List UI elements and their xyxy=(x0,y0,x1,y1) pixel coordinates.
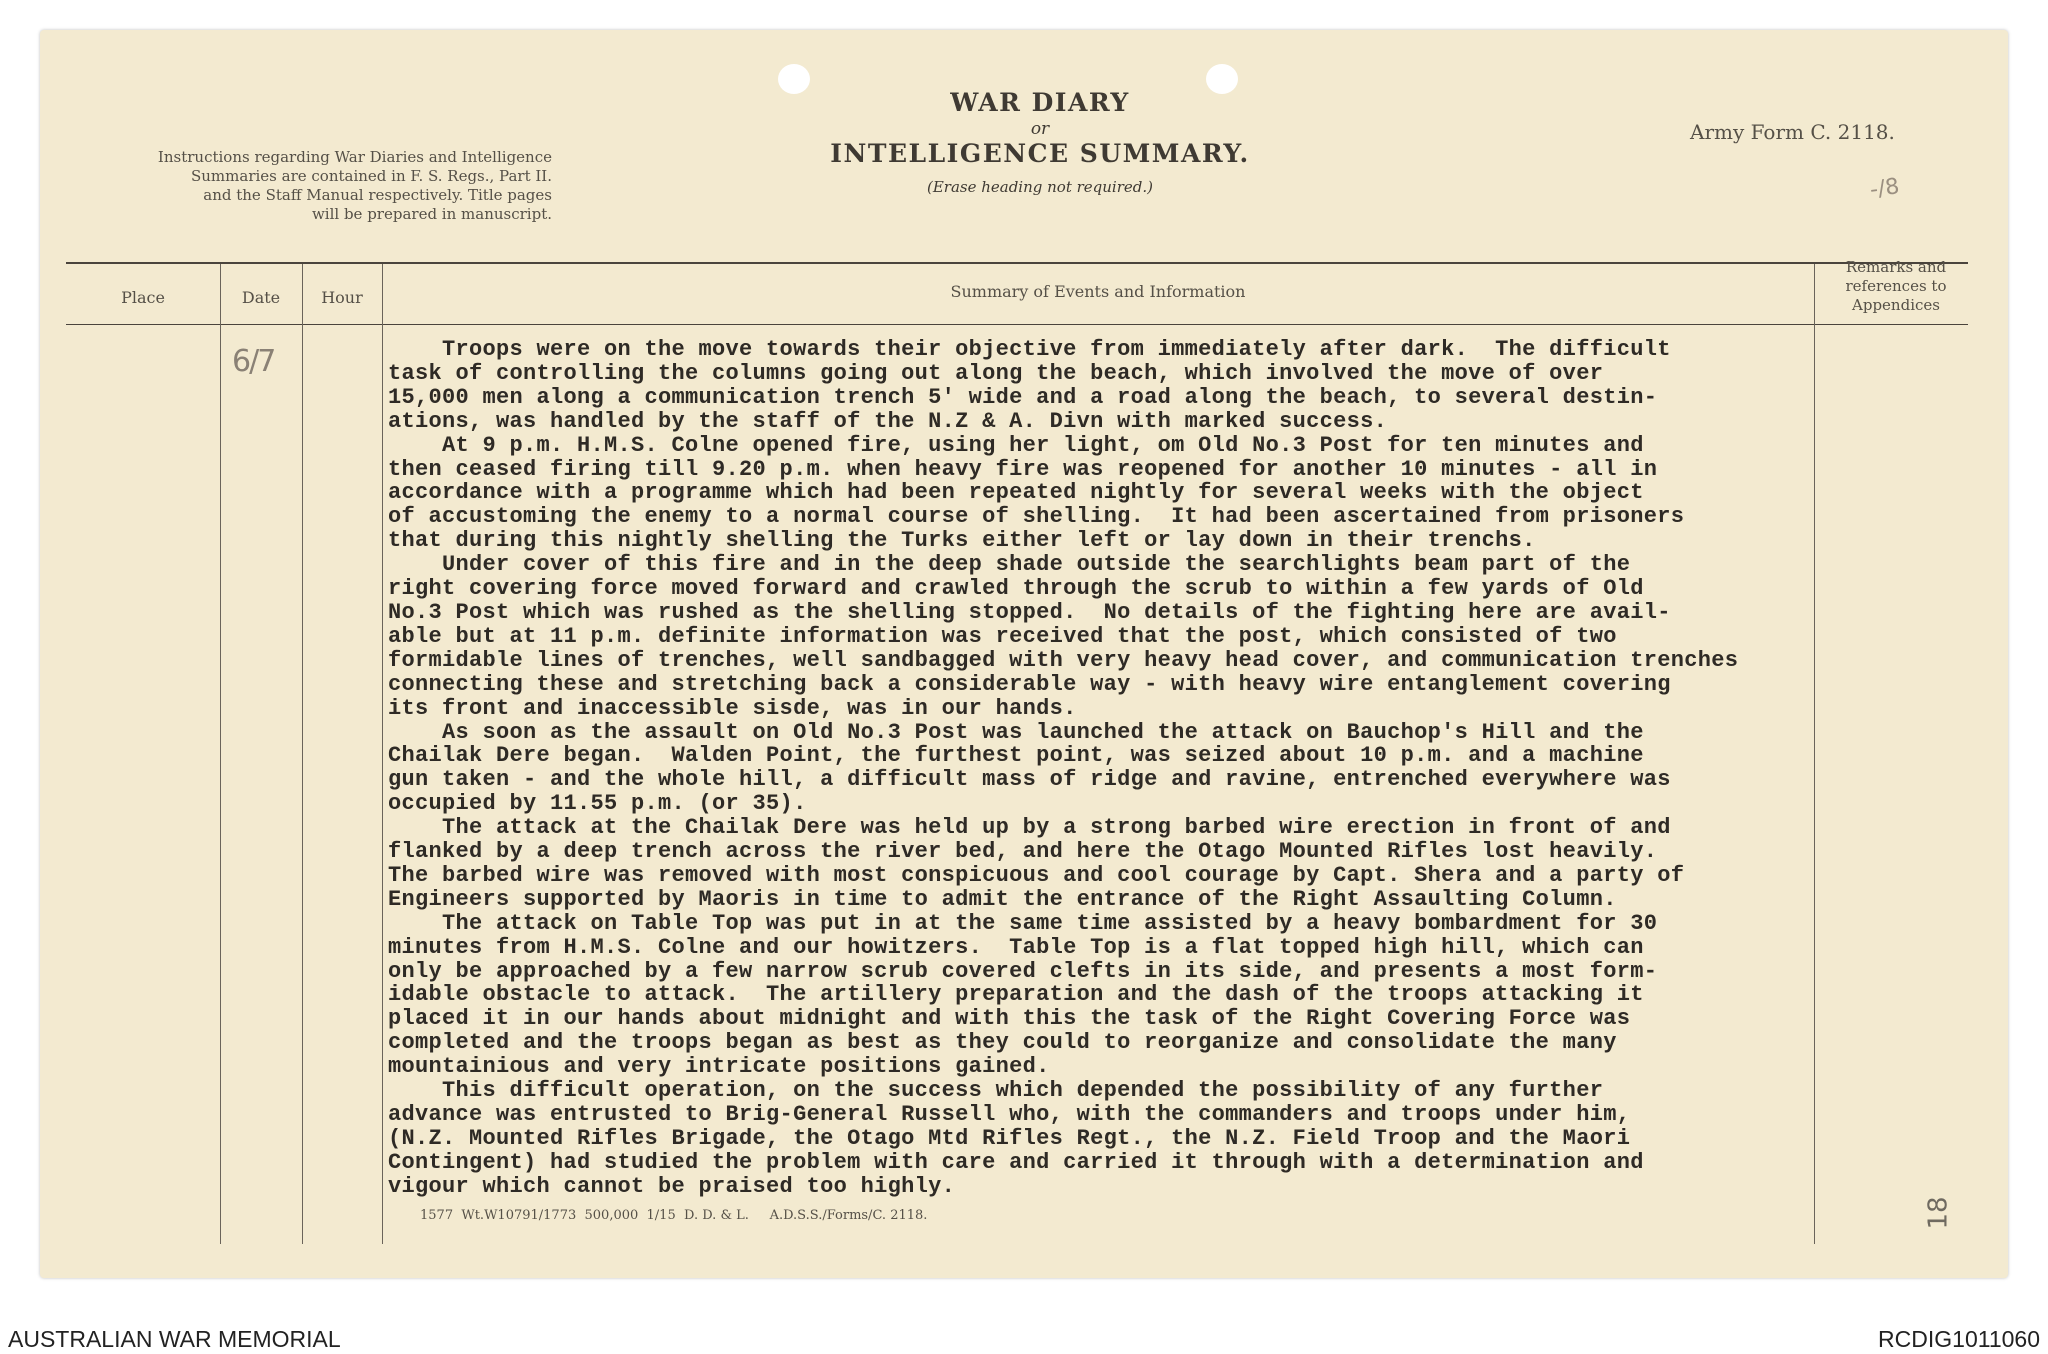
summary-line: vigour which cannot be praised too highly. xyxy=(388,1173,956,1199)
column-header-remarks: Remarks and references to Appendices xyxy=(1845,258,1947,314)
folio-mark-top: -/8 xyxy=(1868,174,1901,203)
summary-line: minutes from H.M.S. Colne and our howitzers. Table Top is a flat topped high hill, which can xyxy=(388,934,1644,960)
summary-line: completed and the troops began as best as they could to reorganize and consolidate the many xyxy=(388,1030,1617,1056)
summary-line: its front and inaccessible sisde, was in our hands. xyxy=(388,695,1077,721)
summary-line: The attack at the Chailak Dere was held up by a strong barbed wire erection in front of and xyxy=(388,815,1671,841)
summary-line: advance was entrusted to Brig-General Russell who, with the commanders and troops under him, xyxy=(388,1102,1631,1127)
date-entry: 6/7 xyxy=(232,344,275,379)
army-form-number: Army Form C. 2118. xyxy=(1690,120,1895,144)
summary-line: formidable lines of trenches, well sandbagged with very heavy head cover, and communication trenches xyxy=(388,647,1739,673)
summary-line: occupied by 11.55 p.m. (or 35). xyxy=(388,791,807,817)
summary-line: mountainious and very intricate positions gained. xyxy=(388,1054,1050,1080)
summary-line: Contingent) had studied the problem with care and carried it through with a determination and xyxy=(388,1149,1644,1175)
summary-line: right covering force moved forward and crawled through the scrub to within a few yards of Old xyxy=(388,576,1644,602)
summary-line: placed it in our hands about midnight and with this the task of the Right Covering Force was xyxy=(388,1006,1631,1032)
summary-line: Engineers supported by Maoris in time to admit the entrance of the Right Assaulting Column. xyxy=(388,886,1617,912)
summary-line: accordance with a programme which had been repeated nightly for several weeks with the object xyxy=(388,480,1644,506)
summary-line: At 9 p.m. H.M.S. Colne opened fire, using her light, om Old No.3 Post for ten minutes and xyxy=(388,432,1644,458)
instructions-line: Summaries are contained in F. S. Regs., Part II. xyxy=(191,167,552,185)
summary-line: task of controlling the columns going out along the beach, which involved the move of over xyxy=(388,360,1604,386)
instructions-line: and the Staff Manual respectively. Title pages xyxy=(203,186,552,204)
column-divider xyxy=(220,264,221,1244)
summary-line: only be approached by a few narrow scrub covered clefts in its side, and presents a most form- xyxy=(388,958,1658,984)
summary-line: Under cover of this fire and in the deep shade outside the searchlights beam part of the xyxy=(388,552,1631,578)
summary-text xyxy=(388,338,1868,1199)
summary-line: flanked by a deep trench across the river bed, and here the Otago Mounted Rifles lost heavily. xyxy=(388,839,1658,865)
folio-number-bottom: 18 xyxy=(1923,1196,1954,1230)
summary-line: This difficult operation, on the success which depended the possibility of any further xyxy=(388,1078,1604,1104)
summary-line: connecting these and stretching back a considerable way - with heavy wire entanglement covering xyxy=(388,671,1671,697)
summary-line: idable obstacle to attack. The artillery preparation and the dash of the troops attacking it xyxy=(388,982,1644,1008)
instructions-line: will be prepared in manuscript. xyxy=(311,205,552,223)
column-header-hour: Hour xyxy=(321,288,363,307)
column-header-date: Date xyxy=(241,288,281,307)
summary-line: Chailak Dere began. Walden Point, the furthest point, was seized about 10 p.m. and a machine xyxy=(388,743,1644,769)
header-rule xyxy=(66,324,1968,325)
summary-line: Troops were on the move towards their objective from immediately after dark. The difficult xyxy=(388,337,1671,362)
summary-line: able but at 11 p.m. definite information was received that the post, which consisted of two xyxy=(388,623,1617,649)
instructions-note xyxy=(72,148,552,224)
form-imprint: 1577 Wt.W10791/1773 500,000 1/15 D. D. & L. A.D.S.S./Forms/C. 2118. xyxy=(420,1208,928,1223)
summary-line: 15,000 men along a communication trench 5' wide and a road along the beach, to several destin- xyxy=(388,384,1658,410)
table-top-rule xyxy=(66,262,1968,264)
summary-line: that during this nightly shelling the Turks either left or lay down in their trenchs. xyxy=(388,528,1536,554)
erase-heading-note: (Erase heading not required.) xyxy=(926,178,1154,196)
summary-line: (N.Z. Mounted Rifles Brigade, the Otago Mtd Rifles Regt., the N.Z. Field Troop and the Maori xyxy=(388,1125,1631,1151)
summary-line: No.3 Post which was rushed as the shelling stopped. No details of the fighting here are avail- xyxy=(388,599,1671,625)
summary-line: As soon as the assault on Old No.3 Post was launched the attack on Bauchop's Hill and the xyxy=(388,719,1644,745)
summary-line: The attack on Table Top was put in at the same time assisted by a heavy bombardment for 30 xyxy=(388,910,1658,936)
title-war-diary: WAR DIARY xyxy=(950,88,1130,117)
footer-record-id: RCDIG1011060 xyxy=(1878,1326,2040,1352)
footer-archive-name: AUSTRALIAN WAR MEMORIAL xyxy=(8,1326,341,1352)
summary-line: gun taken - and the whole hill, a difficult mass of ridge and ravine, entrenched everywhere was xyxy=(388,767,1671,793)
title-or: or xyxy=(1030,119,1050,139)
column-header-place: Place xyxy=(121,288,165,307)
column-header-summary: Summary of Events and Information xyxy=(950,282,1246,301)
title-block xyxy=(700,88,1380,196)
title-intelligence-summary: INTELLIGENCE SUMMARY. xyxy=(830,139,1250,168)
instructions-line: Instructions regarding War Diaries and Intelligence xyxy=(157,148,552,166)
summary-line: ations, was handled by the staff of the N.Z & A. Divn with marked success. xyxy=(388,408,1388,434)
column-divider xyxy=(302,264,303,1244)
summary-line: The barbed wire was removed with most conspicuous and cool courage by Capt. Shera and a party of xyxy=(388,862,1685,888)
summary-line: then ceased firing till 9.20 p.m. when heavy fire was reopened for another 10 minutes - all in xyxy=(388,456,1658,482)
summary-line: of accustoming the enemy to a normal course of shelling. It had been ascertained from prisoners xyxy=(388,504,1685,530)
column-divider xyxy=(382,264,383,1244)
